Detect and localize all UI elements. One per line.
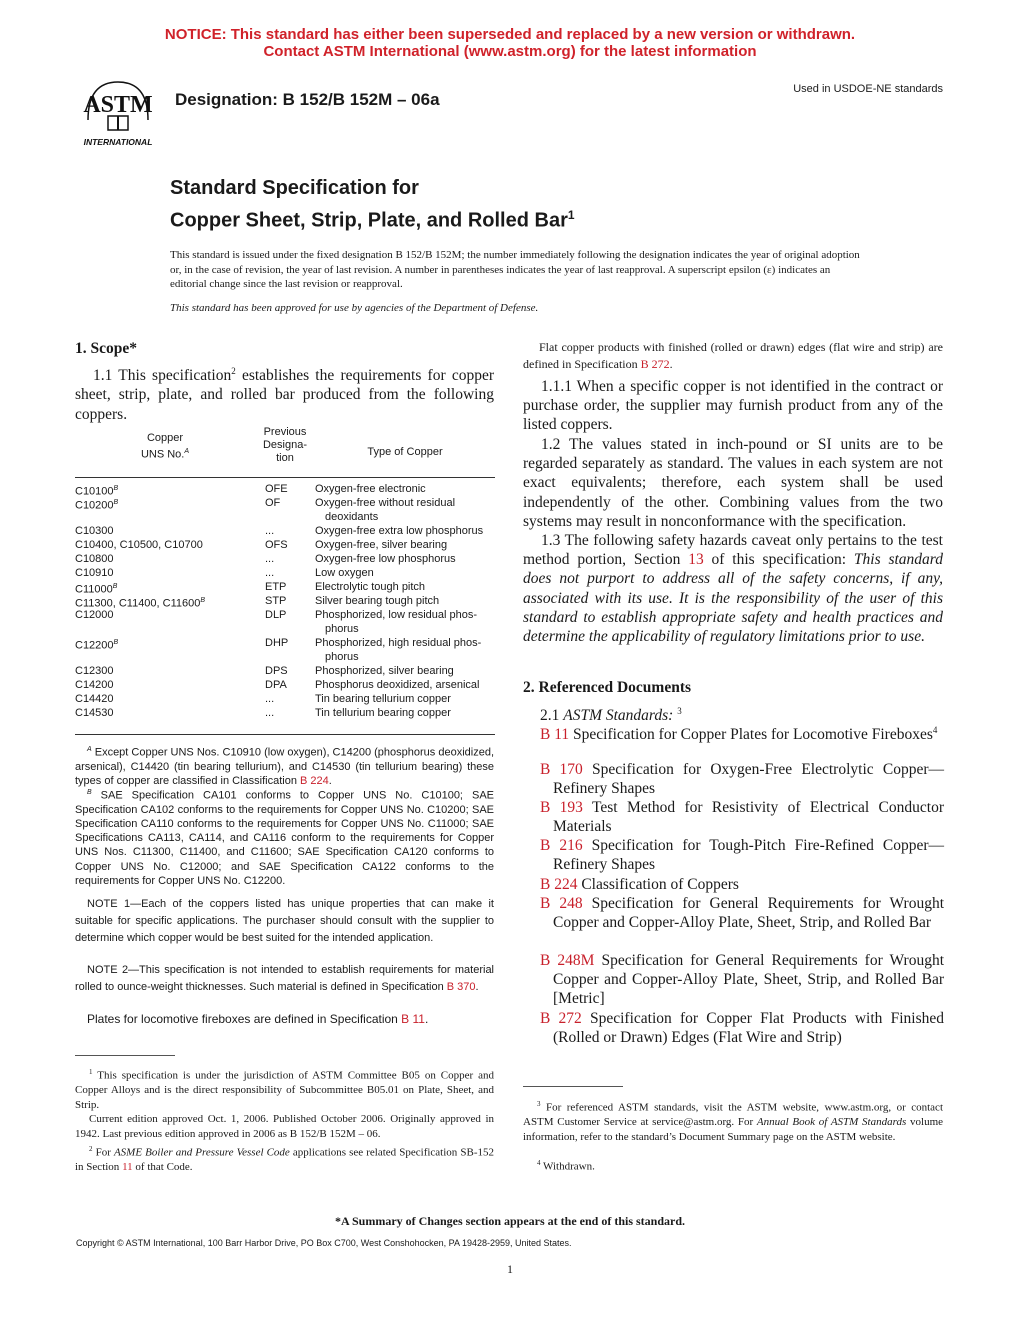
- designation: Designation: B 152/B 152M – 06a: [175, 90, 440, 109]
- cell-uns: C10400, C10500, C10700: [75, 539, 203, 551]
- footnote-2: $^2$ For ASME Boiler and Pressure Vessel Code applications see related Specification SB-152 in Section 11 of that Code.: [75, 1145, 494, 1174]
- superseded-notice: [0, 26, 1020, 60]
- cell-previous: ...: [265, 567, 275, 579]
- cell-uns: $C11000^B$: [75, 583, 118, 596]
- reference-item: B 11 Specification for Copper Plates for Locomotive Fireboxes$^4$: [540, 725, 938, 744]
- cell-type: Tin bearing tellurium copper: [315, 693, 451, 705]
- cell-uns: C14200: [75, 679, 114, 691]
- reference-item: B 170 Specification for Oxygen-Free Electrolytic Copper—Refinery Shapes: [540, 761, 944, 798]
- page-number: 1: [507, 1262, 513, 1276]
- cell-previous: DHP: [265, 637, 289, 649]
- section-1-heading: 1. Scope*: [75, 340, 137, 357]
- cell-type: Low oxygen: [315, 567, 374, 579]
- summary-of-changes-note: *A Summary of Changes section appears at the end of this standard.: [334, 1214, 686, 1228]
- table-footnote-b: $^B$ SAE Specification CA101 conforms to Copper UNS No. C10100; SAE Specification CA102 conforms to the requirements for Copper UNS No. C10200; SAE Specification CA110 conforms to the requirements for Copper UNS No. C11000; SAE Specifications CA113, CA114, and CA116 conform to the requirements for Copper UNS Nos. C11300, C11400, and C11600; SAE Specification CA120 conforms to Copper UNS No. C12000; and SAE Specification CA122 conforms to the requirements for Copper UNS No. C12200.: [75, 789, 494, 887]
- cell-uns: C10910: [75, 567, 114, 579]
- cell-uns: C12000: [75, 609, 114, 621]
- note-2: NOTE 2—This specification is not intended to establish requirements for material rolled to ounce-weight thicknesses. Such material is defined in Specification B 370.: [75, 964, 494, 993]
- reference-code-link[interactable]: B 272: [540, 1010, 582, 1027]
- cell-uns: C14530: [75, 707, 114, 719]
- paragraph-1-1: 1.1 This specification$^2$ establishes the requirements for copper sheet, strip, plate, and rolled bar produced from the following coppers.: [75, 366, 495, 423]
- cell-uns: C10300: [75, 525, 114, 537]
- astm-logo: [74, 74, 162, 150]
- table-header-rule: [75, 477, 495, 478]
- ref-link-section-13[interactable]: 13: [688, 551, 704, 569]
- cell-previous: OFS: [265, 539, 288, 551]
- reference-code-link[interactable]: B 11: [540, 726, 570, 744]
- notice-line-2: Contact ASTM International (www.astm.org) for the latest information: [263, 43, 757, 60]
- reference-code-link[interactable]: B 248: [540, 895, 583, 912]
- astm-logo-icon: [74, 74, 162, 150]
- footnote-4: $^4$ Withdrawn.: [537, 1159, 595, 1173]
- cell-type: Electrolytic tough pitch: [315, 581, 426, 593]
- cell-previous: DPA: [265, 679, 287, 691]
- section-2-heading: 2. Referenced Documents: [523, 679, 692, 696]
- cell-type: Phosphorus deoxidized, arsenical: [315, 679, 480, 691]
- cell-uns: C10800: [75, 553, 114, 565]
- cell-previous: ...: [265, 707, 275, 719]
- cell-type: Oxygen-free low phosphorus: [315, 553, 456, 565]
- footnote-3: $^3$ For referenced ASTM standards, visit the ASTM website, www.astm.org, or contact ASTM Customer Service at service@astm.org. For Annual Book of ASTM Standards volume information, refer to the standard’s Document Summary page on the ASTM website.: [523, 1100, 944, 1143]
- paragraph-1-1-1: 1.1.1 When a specific copper is not identified in the contract or purchase order, the supplier may furnish product from any of the listed coppers.: [523, 378, 943, 434]
- table-header-previous: Previous Designa- tion: [262, 426, 308, 464]
- notice-line-1: NOTICE: This standard has either been superseded and replaced by a new version or withdrawn.: [164, 26, 856, 43]
- cell-type: Oxygen-free without residual deoxidants: [315, 497, 456, 523]
- table-bottom-rule: [75, 734, 495, 735]
- dod-approval-statement: This standard has been approved for use by agencies of the Department of Defense.: [170, 302, 539, 314]
- cell-uns: $C10200^B$: [75, 499, 119, 512]
- cell-previous: OFE: [265, 483, 288, 495]
- issuance-statement: This standard is issued under the fixed designation B 152/B 152M; the number immediately following the designation indicates the year of original adoption or, in the case of revision, the year of last revision. A number in parentheses indicates the year of last reapproval. A superscript epsilon (ε) indicates an editorial change since the last revision or reapproval.: [170, 249, 860, 290]
- cell-type: Tin tellurium bearing copper: [315, 707, 451, 719]
- paragraph-2-1: 2.1 ASTM Standards: $^3$: [540, 706, 682, 725]
- ref-link-b370[interactable]: B 370: [446, 980, 476, 993]
- reference-code-link[interactable]: B 224: [540, 876, 578, 893]
- reference-code-link[interactable]: B 193: [540, 799, 583, 816]
- cell-uns: C12300: [75, 665, 114, 677]
- paragraph-1-3: 1.3 The following safety hazards caveat only pertains to the test method portion, Section 13 of this specification: This standard does not purport to address all of the safety concerns, if any, associated with its use. It is the responsibility of the user of this standard to establish appropriate safety and health practices and determine the applicability of regulatory limitations prior to use.: [523, 532, 943, 646]
- cell-type: Oxygen-free, silver bearing: [315, 539, 448, 551]
- cell-previous: ETP: [265, 581, 287, 593]
- used-in-note: Used in USDOE-NE standards: [793, 83, 943, 95]
- plates-statement: Plates for locomotive fireboxes are defined in Specification B 11.: [87, 1012, 429, 1026]
- reference-item: B 193 Test Method for Resistivity of Electrical Conductor Materials: [540, 799, 944, 836]
- cell-previous: ...: [265, 553, 275, 565]
- reference-item: B 224 Classification of Coppers: [540, 876, 739, 893]
- cell-previous: ...: [265, 525, 275, 537]
- cell-type: Oxygen-free extra low phosphorus: [315, 525, 484, 537]
- ref-link-section-11[interactable]: 11: [122, 1161, 133, 1174]
- cell-previous: OF: [265, 497, 281, 509]
- table-header-type: Type of Copper: [367, 446, 443, 458]
- cell-type: Oxygen-free electronic: [315, 483, 426, 495]
- paragraph-1-2: 1.2 The values stated in inch-pound or SI units are to be regarded separately as standard. The values in each system are not exact equivalents; therefore, each system shall be used independently of the other. Combining values from the two systems may result in nonconformance with the specification.: [523, 436, 943, 530]
- title-line-1: Standard Specification for: [170, 177, 419, 199]
- cell-uns: C14420: [75, 693, 114, 705]
- logo-subtext: INTERNATIONAL: [83, 137, 153, 147]
- ref-link-b272-flat[interactable]: B 272: [640, 357, 670, 371]
- reference-item: B 272 Specification for Copper Flat Products with Finished (Rolled or Drawn) Edges (Flat Wire and Strip): [540, 1010, 944, 1047]
- note-1: NOTE 1—Each of the coppers listed has unique properties that can make it suitable for specific applications. The purchaser should consult with the supplier to determine which copper would be best suited for the intended application.: [75, 898, 494, 944]
- reference-code-link[interactable]: B 216: [540, 837, 583, 854]
- reference-item: B 216 Specification for Tough-Pitch Fire-Refined Copper—Refinery Shapes: [540, 837, 944, 874]
- flat-products-statement: Flat copper products with finished (rolled or drawn) edges (flat wire and strip) are defined in Specification B 272.: [523, 340, 943, 371]
- footnote-1-current-edition: Current edition approved Oct. 1, 2006. Published October 2006. Originally approved in 1942. Last previous edition approved in 2006 as B 152/B 152M – 06.: [75, 1113, 494, 1140]
- cell-uns: $C10100^B$: [75, 485, 119, 498]
- cell-type: Phosphorized, silver bearing: [315, 665, 454, 677]
- reference-code-link[interactable]: B 248M: [540, 952, 595, 969]
- left-footnote-rule: [75, 1055, 175, 1056]
- table-footnote-a: $^A$ Except Copper UNS Nos. C10910 (low oxygen), C14200 (phosphorus deoxidized, arsenical), C14420 (tin bearing tellurium), and C14530 (tin tellurium bearing) these types of copper are classified in Classification B 224.: [75, 746, 495, 788]
- reference-item: B 248 Specification for General Requirements for Wrought Copper and Copper-Alloy Plate, Sheet, Strip, and Rolled Bar: [540, 895, 945, 932]
- copyright: Copyright © ASTM International, 100 Barr Harbor Drive, PO Box C700, West Conshohocken, PA 19428-2959, United States.: [76, 1238, 572, 1248]
- cell-uns: C11300, C11400, $C11600^B$: [75, 597, 206, 610]
- ref-link-b11-plates[interactable]: B 11: [401, 1012, 425, 1026]
- cell-type: Phosphorized, low residual phos- phorus: [315, 609, 478, 635]
- footnote-1: $^1$ This specification is under the jurisdiction of ASTM Committee B05 on Copper and Copper Alloys and is the direct responsibility of Subcommittee B05.01 on Plate, Sheet, and Strip.: [75, 1068, 494, 1111]
- right-footnote-rule: [523, 1086, 623, 1087]
- title-line-2: Copper Sheet, Strip, Plate, and Rolled Bar$^1$: [170, 208, 575, 232]
- cell-previous: ...: [265, 693, 275, 705]
- ref-link-b224[interactable]: B 224: [300, 775, 329, 788]
- logo-letters: ASTM: [83, 92, 153, 118]
- title-footnote-mark: 1: [567, 208, 575, 222]
- cell-previous: STP: [265, 595, 287, 607]
- cell-previous: DLP: [265, 609, 287, 621]
- table-header-uns: Copper UNS No.$^A$: [140, 432, 190, 461]
- cell-uns: $C12200^B$: [75, 639, 119, 652]
- document-title: [170, 175, 575, 235]
- cell-type: Silver bearing tough pitch: [315, 595, 440, 607]
- reference-code-link[interactable]: B 170: [540, 761, 583, 778]
- reference-item: B 248M Specification for General Requirements for Wrought Copper and Copper-Alloy Plate, Sheet, Strip, and Rolled Bar [Metric]: [540, 952, 945, 1008]
- cell-previous: DPS: [265, 665, 288, 677]
- cell-type: Phosphorized, high residual phos- phorus: [315, 637, 482, 663]
